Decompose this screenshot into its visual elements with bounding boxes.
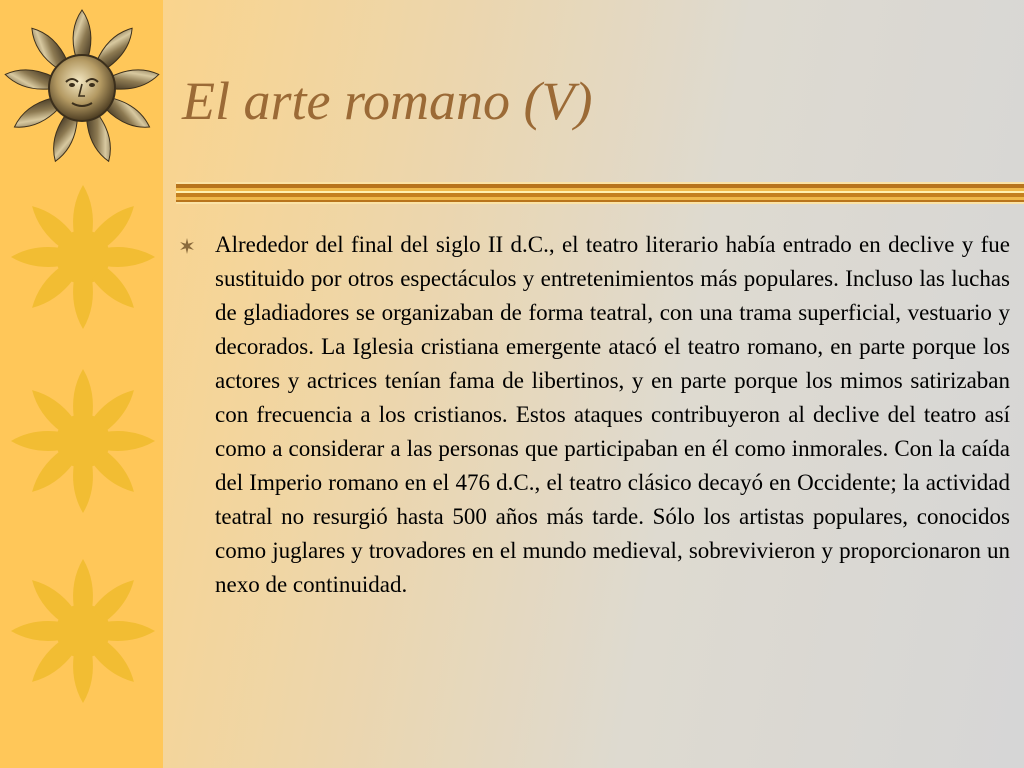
sun-face-medallion-icon [2,8,162,168]
sun-icon [8,182,158,332]
slide-title: El arte romano (V) [182,71,593,131]
title-divider [176,182,1024,204]
sun-icon [8,366,158,516]
six-point-star-icon [176,235,198,257]
sun-icon [8,556,158,706]
bullet-text: Alrededor del final del siglo II d.C., el teatro literario había entrado en declive y fue sustituido por otros espectáculos y entretenimientos más populares. Incluso las luchas de gladiadores se organizaban de forma teatral, con una trama superficial, vestuario y decorados. La Iglesia cristiana emergente atacó el teatro romano, en parte porque los actores y actrices tenían fama de libertinos, y en parte porque los mimos satirizaban con frecuencia a los cristianos. Estos ataques contribuyeron al declive del teatro así como a considerar a las personas que participaban en él como inmorales. Con la caída del Imperio romano en el 476 d.C., el teatro clásico decayó en Occidente; la actividad teatral no resurgió hasta 500 años más tarde. Sólo los artistas populares, conocidos como juglares y trovadores en el mundo medieval, sobrevivieron y proporcionaron un nexo de continuidad. [215,232,1010,597]
decorative-side-strip [0,0,163,768]
